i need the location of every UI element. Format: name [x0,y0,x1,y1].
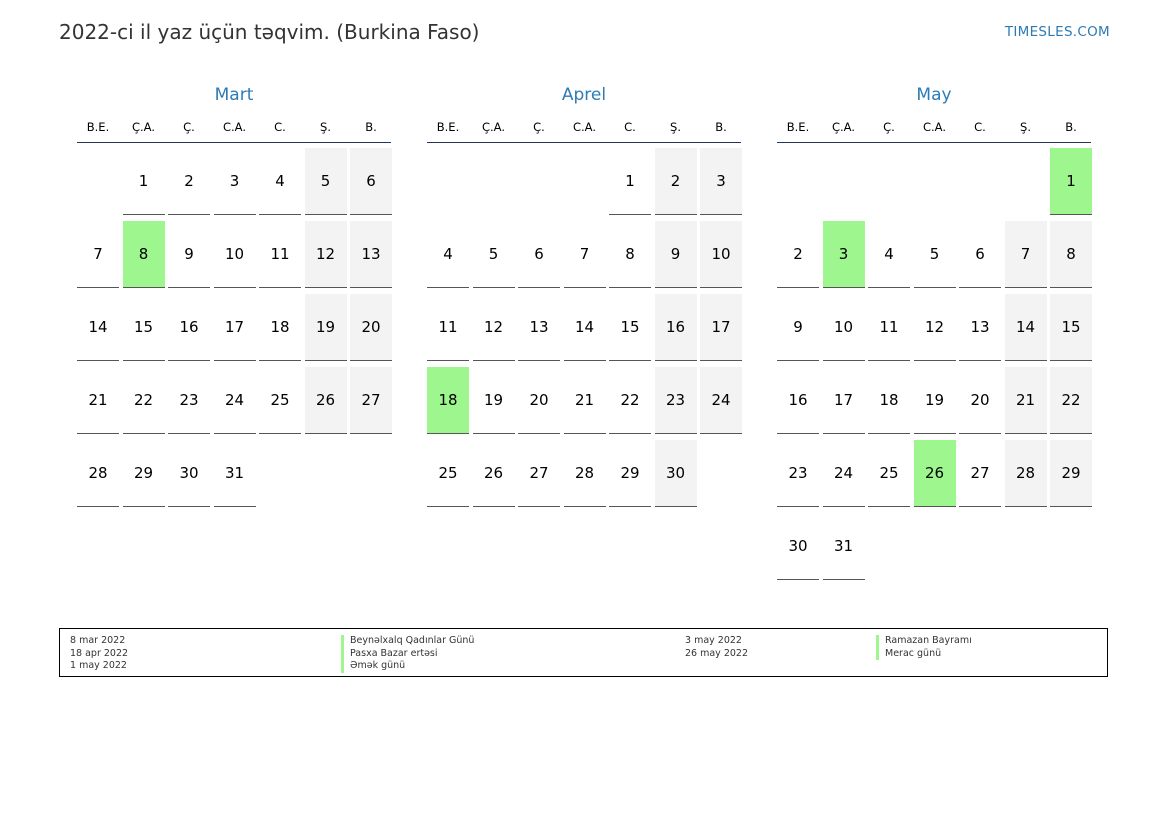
holiday-day-cell: 8 [123,221,165,288]
day-cell: 26 [305,367,347,434]
weekday-label: Ç.A. [131,120,155,134]
weekday-label: B.E. [786,120,810,134]
weekday-label: C.A. [922,120,946,134]
weekday-label: C.A. [222,120,246,134]
weekday-label: Ç.A. [481,120,505,134]
day-cell: 27 [959,440,1001,507]
day-cell: 3 [700,148,742,215]
weekday-label: Ş. [670,120,681,134]
day-cell: 21 [564,367,606,434]
day-cell: 23 [168,367,210,434]
day-cell: 30 [777,513,819,580]
day-cell: 27 [350,367,392,434]
legend-holiday-name: Merac günü [876,648,941,661]
day-cell: 29 [1050,440,1092,507]
day-cell: 4 [427,221,469,288]
legend-holiday-name: Ramazan Bayramı [876,635,972,648]
legend-date: 18 apr 2022 [70,647,129,659]
day-cell: 15 [123,294,165,361]
day-cell: 13 [350,221,392,288]
day-cell: 13 [959,294,1001,361]
day-cell: 1 [123,148,165,215]
day-cell: 10 [700,221,742,288]
day-cell: 25 [259,367,301,434]
day-cell: 31 [823,513,865,580]
weekday-label: B. [715,120,727,134]
day-cell: 4 [868,221,910,288]
day-cell: 18 [868,367,910,434]
day-cell: 7 [564,221,606,288]
weekday-label: B.E. [86,120,110,134]
month-title: Aprel [561,85,607,105]
legend-date: 3 may 2022 [685,635,742,646]
day-cell: 5 [914,221,956,288]
weekday-header [77,120,391,143]
day-cell: 4 [259,148,301,215]
day-cell: 16 [655,294,697,361]
weekday-label: Ç. [883,120,895,134]
day-cell: 2 [655,148,697,215]
weekday-label: Ç.A. [831,120,855,134]
legend-date: 1 may 2022 [70,660,127,671]
day-cell: 28 [1005,440,1047,507]
day-cell: 12 [305,221,347,288]
weekday-label: C. [624,120,636,134]
legend-date: 8 mar 2022 [70,635,126,646]
day-cell: 21 [1005,367,1047,434]
day-cell: 31 [214,440,256,507]
day-cell: 24 [823,440,865,507]
day-cell: 9 [168,221,210,288]
day-cell: 5 [473,221,515,288]
holiday-day-cell: 18 [427,367,469,434]
site-link[interactable]: TIMESLES.COM [1004,24,1110,40]
day-cell: 21 [77,367,119,434]
day-cell: 19 [473,367,515,434]
month-march [77,84,391,482]
weekday-label: B. [1065,120,1077,134]
legend-holiday-name: Beynəlxalq Qadınlar Günü [341,635,474,648]
day-cell: 11 [259,221,301,288]
day-cell: 23 [777,440,819,507]
day-cell: 1 [609,148,651,215]
day-cell: 18 [259,294,301,361]
legend-date: 26 may 2022 [685,647,749,659]
day-cell: 14 [77,294,119,361]
day-cell: 17 [700,294,742,361]
day-cell: 24 [214,367,256,434]
weekday-label: Ş. [1020,120,1031,134]
day-cell: 17 [823,367,865,434]
day-cell: 10 [823,294,865,361]
weekday-label: C. [274,120,286,134]
day-cell: 9 [655,221,697,288]
day-cell: 30 [655,440,697,507]
holiday-day-cell: 26 [914,440,956,507]
holiday-day-cell: 1 [1050,148,1092,215]
day-cell: 16 [168,294,210,361]
day-cell: 28 [564,440,606,507]
day-cell: 22 [609,367,651,434]
holiday-day-cell: 3 [823,221,865,288]
day-cell: 6 [518,221,560,288]
day-cell: 24 [700,367,742,434]
day-cell: 11 [868,294,910,361]
weekday-header [427,120,741,143]
day-cell: 15 [609,294,651,361]
day-cell: 19 [305,294,347,361]
legend-holiday-name: Pasxa Bazar ertəsi [341,648,438,661]
day-cell: 16 [777,367,819,434]
month-title: May [916,85,952,105]
day-cell: 20 [350,294,392,361]
day-cell: 13 [518,294,560,361]
day-cell: 29 [123,440,165,507]
day-cell: 5 [305,148,347,215]
day-cell: 23 [655,367,697,434]
day-cell: 15 [1050,294,1092,361]
day-cell: 9 [777,294,819,361]
day-cell: 3 [214,148,256,215]
weekday-label: B. [365,120,377,134]
day-cell: 17 [214,294,256,361]
day-cell: 20 [959,367,1001,434]
weekday-label: Ç. [533,120,545,134]
day-cell: 7 [1005,221,1047,288]
day-cell: 27 [518,440,560,507]
legend-holiday-name: Əmək günü [341,660,405,673]
month-april [427,84,741,482]
day-cell: 8 [1050,221,1092,288]
day-cell: 26 [473,440,515,507]
weekday-label: Ç. [183,120,195,134]
day-cell: 22 [1050,367,1092,434]
weekday-label: C. [974,120,986,134]
day-cell: 29 [609,440,651,507]
day-cell: 2 [168,148,210,215]
day-cell: 25 [868,440,910,507]
holiday-legend [59,628,1108,677]
day-cell: 12 [473,294,515,361]
weekday-header [777,120,1091,143]
day-cell: 6 [350,148,392,215]
day-cell: 12 [914,294,956,361]
day-cell: 19 [914,367,956,434]
day-cell: 25 [427,440,469,507]
weekday-label: Ş. [320,120,331,134]
day-cell: 28 [77,440,119,507]
day-cell: 22 [123,367,165,434]
day-cell: 7 [77,221,119,288]
day-cell: 10 [214,221,256,288]
weekday-label: B.E. [436,120,460,134]
months-container [77,0,1092,600]
weekday-label: C.A. [572,120,596,134]
month-title: Mart [214,85,254,105]
day-cell: 20 [518,367,560,434]
day-cell: 6 [959,221,1001,288]
day-cell: 14 [1005,294,1047,361]
day-cell: 8 [609,221,651,288]
day-cell: 30 [168,440,210,507]
month-may [777,84,1091,555]
day-cell: 11 [427,294,469,361]
page-title: 2022-ci il yaz üçün təqvim. (Burkina Faso) [59,20,480,44]
day-cell: 2 [777,221,819,288]
day-cell: 14 [564,294,606,361]
